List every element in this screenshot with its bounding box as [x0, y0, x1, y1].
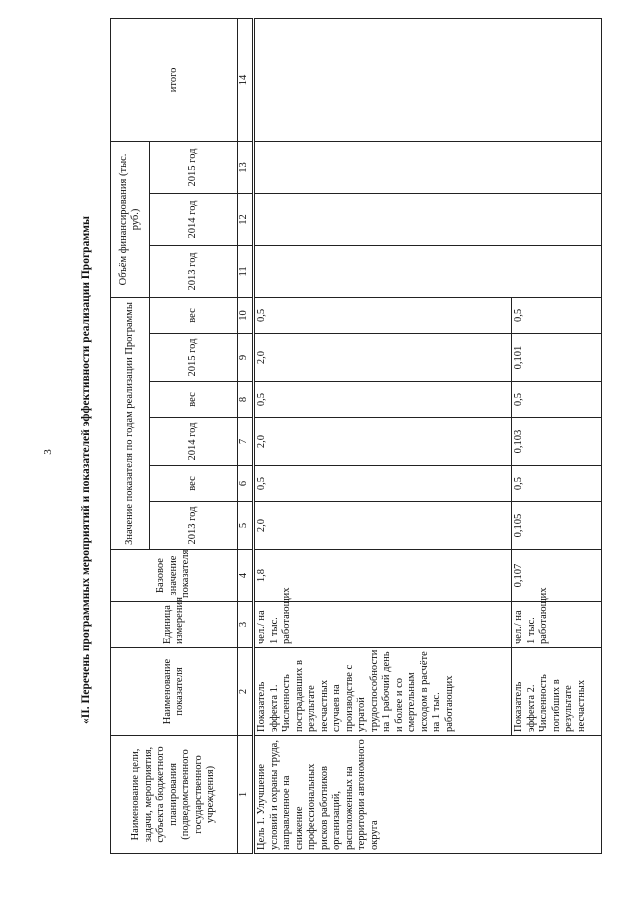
col-number: 1	[238, 736, 254, 854]
value-2015: 0,101	[512, 334, 602, 382]
rotated-table-container	[110, 19, 605, 854]
header-funding-group: Объём финансирования (тыс. руб.)	[111, 141, 150, 297]
header-weight: вес	[150, 297, 238, 333]
weight-2013: 0,5	[512, 466, 602, 502]
header-2013: 2013 год	[150, 502, 238, 550]
col-number: 9	[238, 334, 254, 382]
weight-2015: 0,5	[512, 297, 602, 333]
header-funding-2015: 2015 год	[150, 141, 238, 193]
header-indicator: Наименование показателя	[111, 648, 238, 736]
value-2013: 2,0	[254, 502, 512, 550]
header-weight: вес	[150, 382, 238, 418]
header-total: итого	[111, 18, 238, 141]
col-number: 4	[238, 550, 254, 602]
funding-2014-cell	[254, 193, 602, 245]
section-title: «II. Перечень программных мероприятий и показателей эффективности реализации Программы	[80, 216, 92, 724]
header-goal: Наименование цели, задачи, мероприятия, субъекта бюджетного планирования (подведомственного государственного учреждения)	[111, 736, 238, 854]
header-2015: 2015 год	[150, 334, 238, 382]
weight-2013: 0,5	[254, 466, 512, 502]
col-number: 14	[238, 18, 254, 141]
base-value: 1,8	[254, 550, 512, 602]
funding-total-cell	[254, 18, 602, 141]
header-funding-2013: 2013 год	[150, 245, 238, 297]
value-2014: 0,103	[512, 418, 602, 466]
col-number: 10	[238, 297, 254, 333]
col-number: 3	[238, 602, 254, 648]
weight-2014: 0,5	[254, 382, 512, 418]
value-2014: 2,0	[254, 418, 512, 466]
col-number: 12	[238, 193, 254, 245]
base-value: 0,107	[512, 550, 602, 602]
funding-2015-cell	[254, 141, 602, 193]
header-funding-2014: 2014 год	[150, 193, 238, 245]
col-number: 7	[238, 418, 254, 466]
col-number: 6	[238, 466, 254, 502]
funding-2013-cell	[254, 245, 602, 297]
weight-2015: 0,5	[254, 297, 512, 333]
goal-cell: Цель 1. Улучшение условий и охраны труда, направленное на снижение профессиональных рисков работников организаций, расположенных на территории автономного округа	[254, 736, 602, 854]
header-weight: вес	[150, 466, 238, 502]
col-number: 8	[238, 382, 254, 418]
page-number: 3	[42, 449, 54, 455]
weight-2014: 0,5	[512, 382, 602, 418]
indicator-unit: чел./ на 1 тыс. работающих	[254, 602, 512, 648]
value-2015: 2,0	[254, 334, 512, 382]
col-number: 2	[238, 648, 254, 736]
value-2013: 0,105	[512, 502, 602, 550]
header-unit: Единица измерения	[111, 602, 238, 648]
indicator-unit: чел./ на 1 тыс. работающих	[512, 602, 602, 648]
col-number: 13	[238, 141, 254, 193]
col-number: 11	[238, 245, 254, 297]
header-base-value: Базовое значение показателя	[111, 550, 238, 602]
header-values-group: Значение показателя по годам реализации Программы	[111, 297, 150, 549]
header-2014: 2014 год	[150, 418, 238, 466]
indicator-name: Показатель эффекта 2. Численность погибших в результате несчастных	[512, 648, 602, 736]
indicator-name: Показатель эффекта 1. Численность пострадавших в результате несчастных случаев на производстве с утратой трудоспособности на 1 рабочий день и более и со смертельным исходом в расчёте на 1 тыс. работающих	[254, 648, 512, 736]
programme-table	[110, 18, 602, 854]
col-number: 5	[238, 502, 254, 550]
